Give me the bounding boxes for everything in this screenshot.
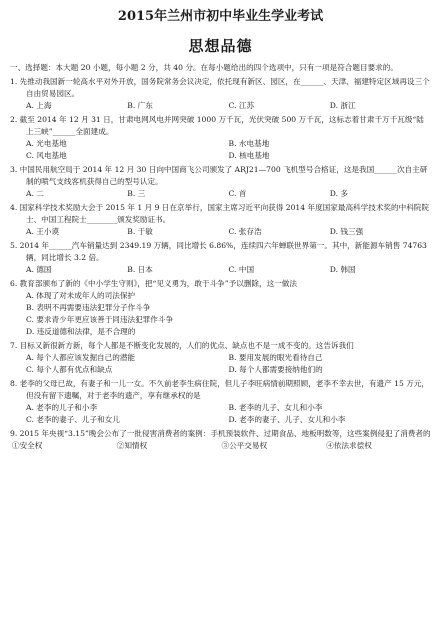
question-options <box>10 138 431 162</box>
question-stem: 3. 中国民用航空局于 2014 年 12 月 30 日向中国商飞公司颁发了 ARJ21—700 飞机型号合格证，这是我国______次自主研制的喷气支线客机获得自己的型号认定。 <box>10 165 428 186</box>
question-options <box>10 352 431 376</box>
question-1 <box>10 76 431 112</box>
question-9 <box>10 428 431 440</box>
answer-option: B. 水电基地 <box>228 139 270 148</box>
section-intro: 一、选择题：本大题 20 小题，每小题 2 分，共 40 分。在每小题给出的四个选项中，只有一项是符合题目要求的。 <box>10 63 398 72</box>
answer-option: B. 于敏 <box>127 227 153 236</box>
exam-title: 2015年兰州市初中毕业生学业考试 <box>117 9 324 24</box>
question-stem: 9. 2015 年央视“3.15”晚会公布了一批侵害消费者的案例：手机预装软件、过期食品、地板明数等，这些案例侵犯了消费者的 <box>10 429 431 438</box>
question-options <box>10 100 431 112</box>
answer-option: D. 多 <box>329 189 348 198</box>
answer-option: C. 中国 <box>228 265 255 274</box>
question-stem: 7. 目标又新很新方新，每个人都是不断变化发展的，人们的优点、缺点也不是一成不变的。这告诉我们 <box>10 341 354 350</box>
question-stem: 4. 国家科学技术奖励大会于 2015 年 1 月 9 日在京举行，国家主席习近平向获得 2014 年度国家最高科学技术奖的中科院院士、中国工程院士________颁发奖励证书。 <box>10 203 429 224</box>
question-8 <box>10 378 431 426</box>
question-options <box>10 188 431 200</box>
answer-option: D. 韩国 <box>329 265 356 274</box>
answer-option: D. 每个人都需要接纳他们的 <box>228 365 323 374</box>
answer-option: A. 光电基地 <box>26 139 67 148</box>
answer-option: B. 日本 <box>127 265 153 274</box>
question-7 <box>10 340 431 376</box>
answer-option: C. 张存浩 <box>228 227 262 236</box>
answer-option: A. 每个人都应该发掘自己的潜能 <box>26 353 136 362</box>
answer-option: D. 核电基地 <box>228 151 270 160</box>
answer-option: B. 广东 <box>127 101 153 110</box>
question-options <box>10 226 431 238</box>
question-options <box>10 290 431 338</box>
question-options <box>10 402 431 426</box>
question-stem: 2. 截至 2014 年 12 月 31 日，甘肃电网风电并网突破 1000 万千瓦，光伏突破 500 万千瓦，这标志着甘肃千万千瓦级“陆上三峡”______全面建成。 <box>10 115 424 136</box>
answer-option: ③公平交易权 <box>221 441 268 450</box>
question-4 <box>10 202 431 238</box>
answer-option: A. 老李的儿子和小李 <box>26 403 98 412</box>
answer-option: C. 老李的妻子、儿子和女儿 <box>26 415 120 424</box>
answer-option: A. 德国 <box>26 265 52 274</box>
answer-option: D. 浙江 <box>329 101 356 110</box>
answer-option: C. 首 <box>228 189 247 198</box>
answer-option: B. 老李的儿子、女儿和小李 <box>228 403 323 412</box>
answer-option: C. 要求青少年更应该善于同违法犯罪作斗争 <box>26 315 174 324</box>
answer-option: D. 钱三强 <box>329 227 364 236</box>
answer-option: A. 上海 <box>26 101 52 110</box>
answer-option: A. 体现了对未成年人的司法保护 <box>26 291 136 300</box>
question-options <box>10 264 431 276</box>
question-list <box>10 76 431 440</box>
question-3 <box>10 164 431 200</box>
answer-option: A. 二 <box>26 189 44 198</box>
answer-option: C. 江苏 <box>228 101 255 110</box>
answer-option: B. 表明不再需要违法犯罪分子作斗争 <box>26 303 151 312</box>
question-9-options <box>10 440 431 451</box>
question-stem: 5. 2014 年______汽车销量达到 2349.19 万辆，同比增长 6.86%，连续四六年蝉联世界第一。其中，新能源车销售 74763 辆，同比增长 3.2 倍。 <box>10 241 427 262</box>
question-2 <box>10 114 431 162</box>
answer-option: C. 风电基地 <box>26 151 67 160</box>
answer-option: A. 王小谟 <box>26 227 60 236</box>
answer-option: D. 老李的妻子、儿子、女儿和小李 <box>228 415 346 424</box>
answer-option: B. 要用发展的眼光看待自己 <box>228 353 323 362</box>
question-6 <box>10 278 431 338</box>
question-stem: 1. 先推动我国新一轮高水平对外开放，国务院常务会议决定，依托现有新区、园区，在______、天津、福建特定区域再设三个自由贸易园区。 <box>10 77 430 98</box>
question-stem: 8. 老李的父母已故，有妻子和一儿一女。不久前老李生病住院，但儿子李旺病情前期照顾，老李不幸去世，有遗产 15 万元，但没有留下遗嘱，对于老李的遗产，享有继承权的是 <box>10 379 430 400</box>
question-5 <box>10 240 431 276</box>
answer-option: ②知情权 <box>116 441 148 450</box>
answer-option: D. 违反道德和法律，是不合理的 <box>26 327 136 336</box>
answer-option: C. 每个人都有优点和缺点 <box>26 365 113 374</box>
subject-title: 思想品德 <box>188 37 253 55</box>
answer-option: B. 三 <box>127 189 146 198</box>
question-stem: 6. 教育部颁布了新的《中小学生守则》，把“见义勇为，敢于斗争”予以删除，这一做法 <box>10 279 297 288</box>
answer-option: ①安全权 <box>12 441 43 450</box>
answer-option: ④依法求偿权 <box>326 441 372 450</box>
